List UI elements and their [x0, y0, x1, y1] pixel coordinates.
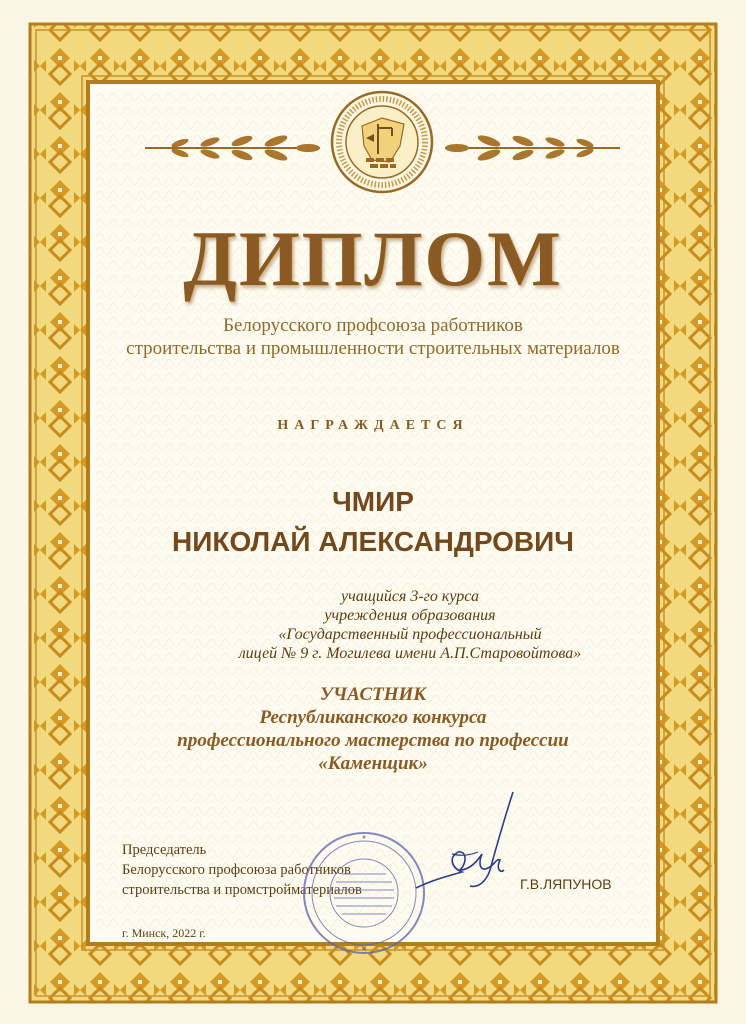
organization-name	[0, 314, 746, 360]
union-emblem-icon	[328, 88, 436, 196]
description-line: «Государственный профессиональный	[278, 626, 542, 643]
diploma-title: ДИПЛОМ	[183, 215, 563, 302]
recipient-surname: ЧМИР	[332, 486, 414, 517]
description-line: учреждения образования	[324, 607, 496, 624]
reason-line: Республиканского конкурса	[259, 707, 487, 728]
reason-line: «Каменщик»	[318, 753, 428, 774]
chair-line: строительства и промстройматериалов	[122, 882, 362, 898]
handwritten-signature	[408, 790, 528, 900]
chair-line: Председатель	[122, 842, 207, 858]
award-reason	[0, 683, 746, 775]
description-line: учащийся 3-го курса	[341, 588, 479, 605]
reason-line: УЧАСТНИК	[319, 684, 427, 705]
signer-name: Г.В.ЛЯПУНОВ	[520, 876, 612, 892]
reason-line: профессионального мастерства по профессии	[177, 730, 569, 751]
recipient-description	[200, 587, 620, 663]
wheat-ornament-icon	[140, 133, 325, 163]
org-line: строительства и промышленности строительных материалов	[126, 338, 620, 359]
org-line: Белорусского профсоюза работников	[223, 315, 523, 336]
recipient-name: НИКОЛАЙ АЛЕКСАНДРОВИЧ	[172, 526, 574, 557]
description-line: лицей № 9 г. Могилева имени А.П.Старовойтова»	[238, 645, 582, 662]
place-date: г. Минск, 2022 г.	[122, 926, 206, 940]
awarded-label: НАГРАЖДАЕТСЯ	[277, 418, 469, 433]
chair-line: Белорусского профсоюза работников	[122, 862, 351, 878]
wheat-ornament-icon	[440, 133, 625, 163]
